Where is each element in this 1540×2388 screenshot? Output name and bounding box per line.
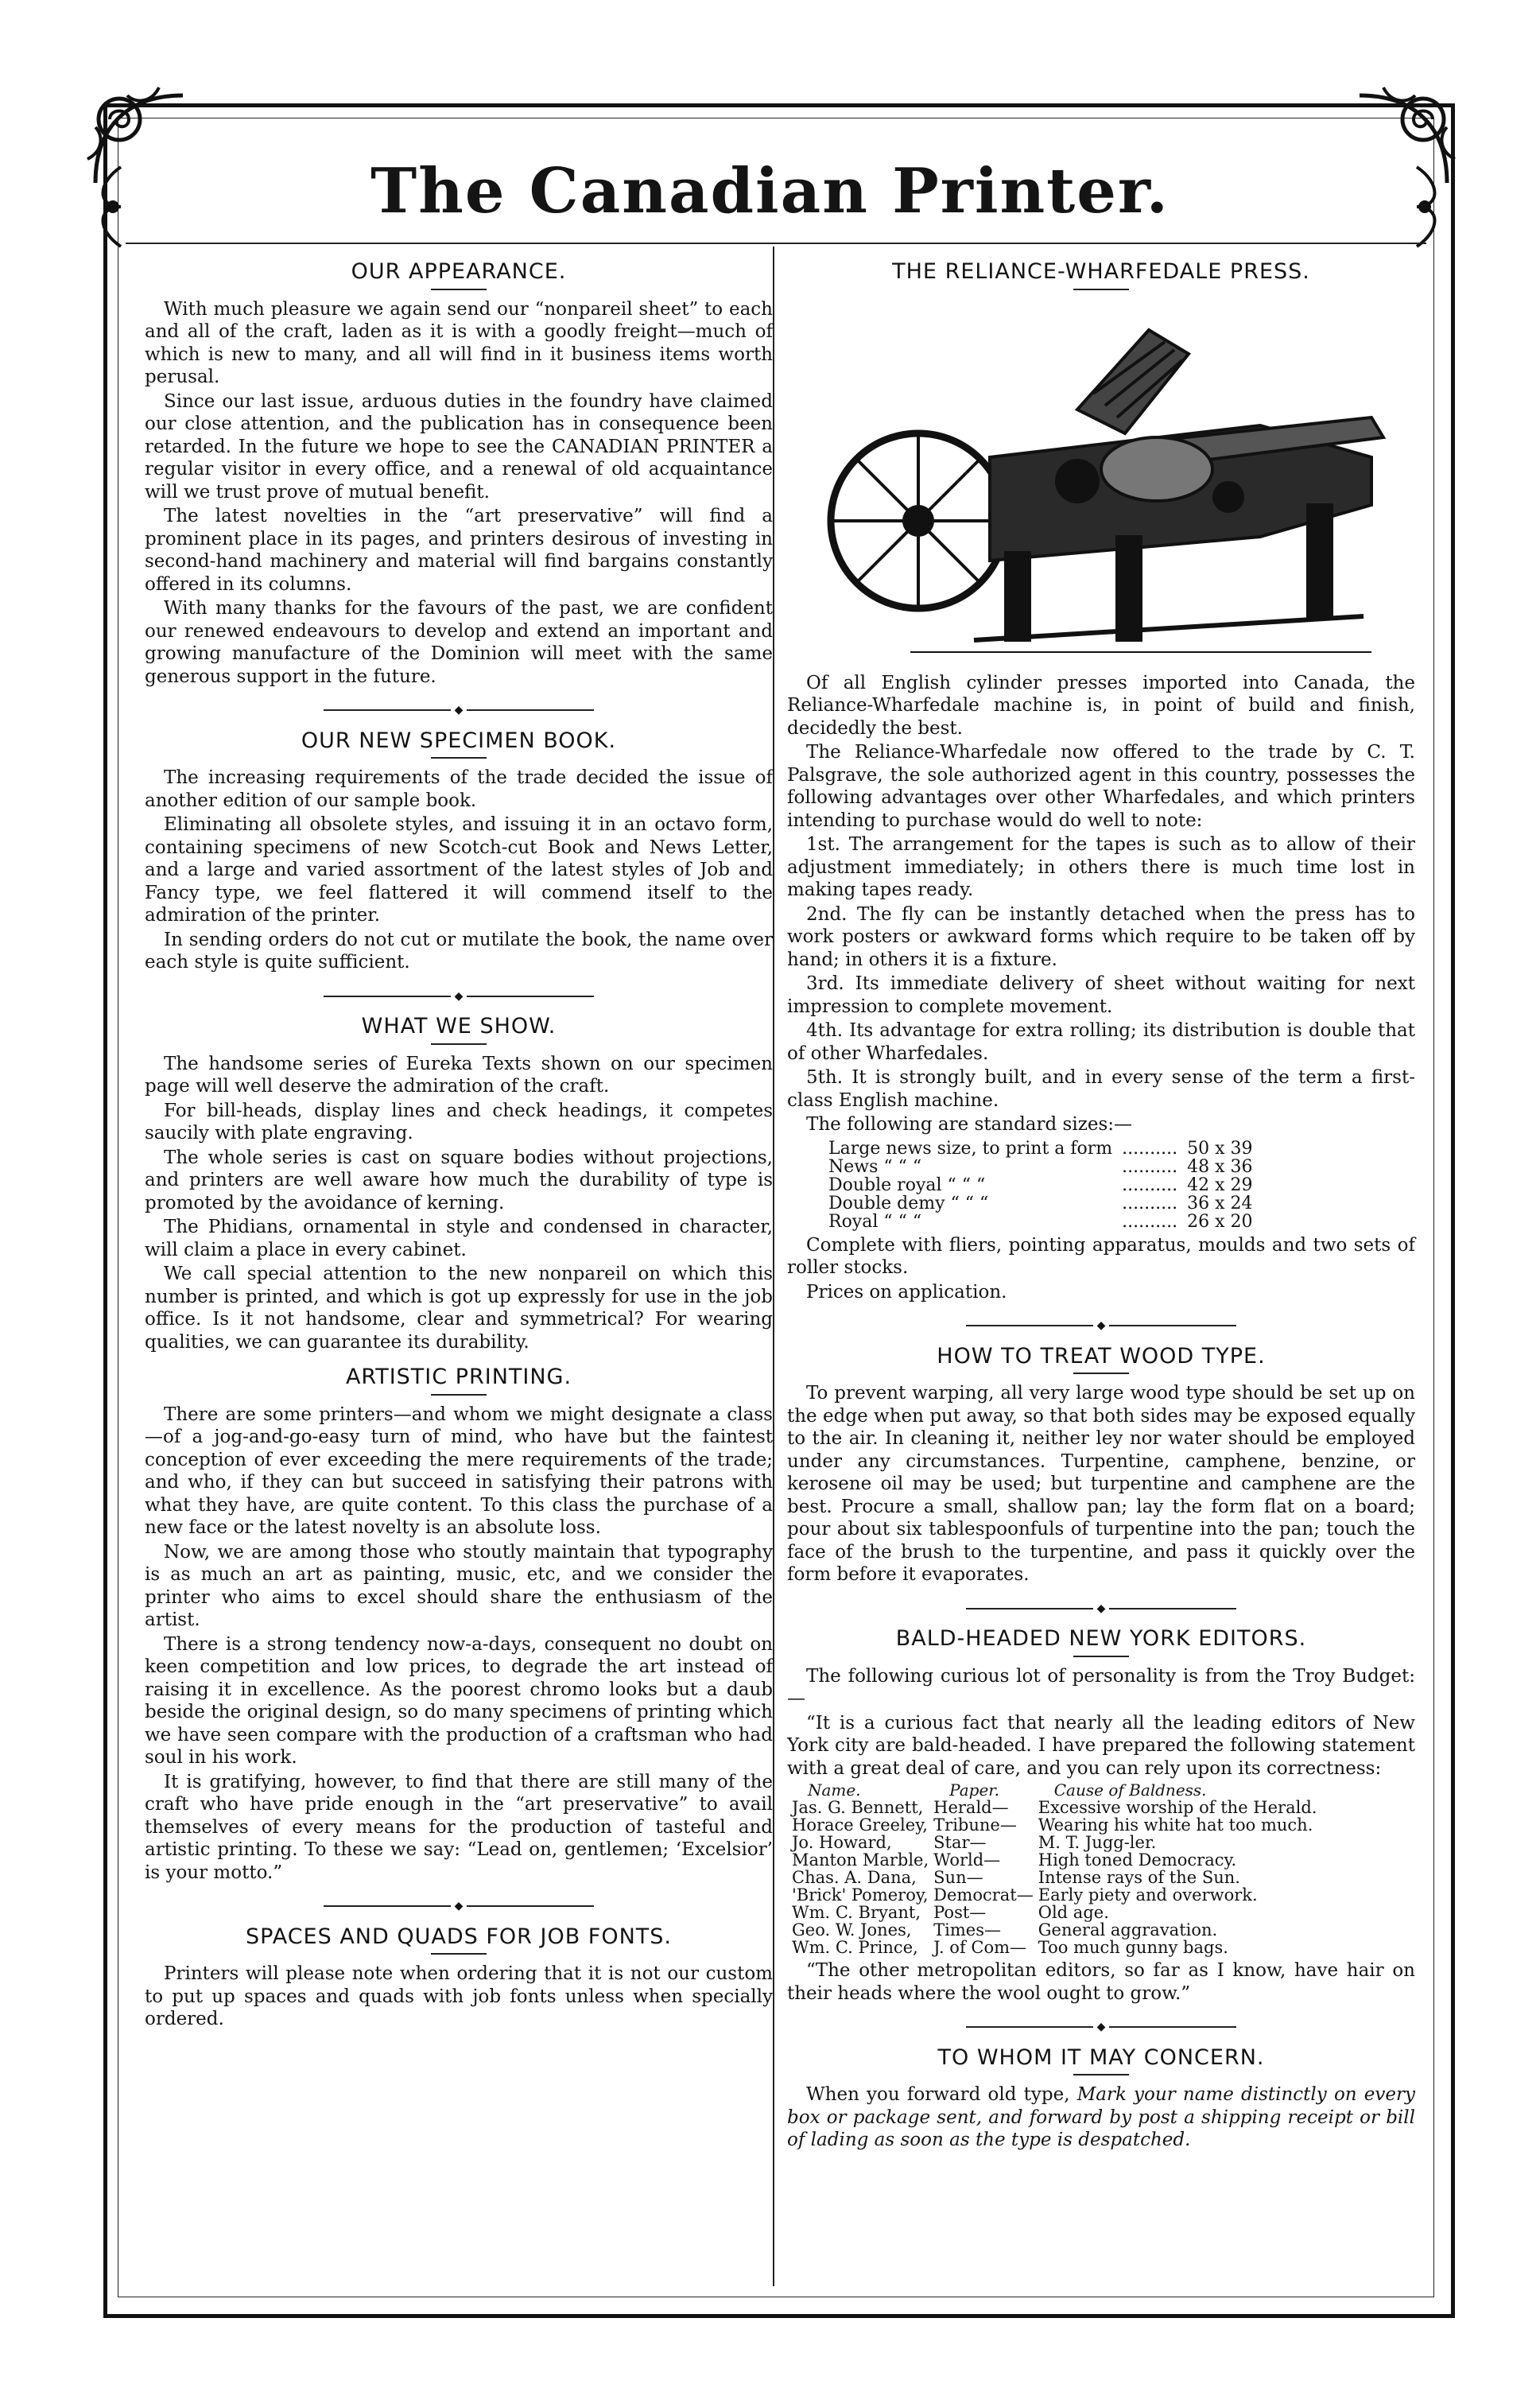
- editor-paper: Times—: [933, 1920, 1001, 1940]
- table-row: [824, 1194, 1257, 1213]
- notice-emphasis: Mark your name distinctly on every box or package sent, and forward by post a shipping receipt or bill of lading as soon as the type is despatched.: [787, 2084, 1415, 2150]
- article-title: THE RELIANCE-WHARFEDALE PRESS.: [892, 259, 1310, 284]
- paragraph: Eliminating all obsolete styles, and issuing it in an octavo form, containing specimens of new Scotch-cut Book and News Letter, and a large and varied assortment of the latest styles of Job and Fancy type, we feel flattered it will commend itself to the admiration of the printer.: [145, 814, 773, 926]
- article-title: WHAT WE SHOW.: [361, 1014, 557, 1039]
- paragraph: The increasing requirements of the trade decided the issue of another edition of our sample book.: [145, 767, 773, 811]
- article-title: TO WHOM IT MAY CONCERN.: [937, 2044, 1265, 2070]
- table-row: [824, 1158, 1257, 1176]
- paragraph: To prevent warping, all very large wood type should be set up on the edge when put away, so that both sides may be exposed equally to the air. In cleaning it, neither ley nor water should be employed under any circumstances. Turpentine, camphene, benzine, or kerosene oil may be used; but turpentine and camphene are the best. Procure a small, shallow pan; lay the form flat on a board; pour about six tablespoonfuls of turpentine into the pan; touch the face of the brush to the turpentine, and pass it quickly over the form before it evaporates.: [787, 1383, 1415, 1585]
- title-rule: [431, 757, 487, 759]
- article-title: BALD-HEADED NEW YORK EDITORS.: [895, 1626, 1307, 1651]
- size-name: Large news size, to print a form: [828, 1138, 1113, 1159]
- editor-paper: J. of Com—: [933, 1938, 1027, 1957]
- list-item: 1st. The arrangement for the tapes is such as to allow of their adjustment immediately; in others there is much time lost in making tapes ready.: [787, 834, 1415, 900]
- right-column: [787, 253, 1415, 2153]
- paragraph: The latest novelties in the “art preservative” will find a prominent place in its pages, and printers desirous of investing in second-hand machinery and material will find bargains constantly offered in its columns.: [145, 506, 773, 595]
- table-row: [792, 1939, 1321, 1956]
- table-row: [792, 1886, 1321, 1904]
- list-item: 2nd. The fly can be instantly detached when the press has to work posters or awkward forms which require to be taken off by hand; in others it is a fixture.: [787, 903, 1415, 970]
- paragraph: There are some printers—and whom we might designate a class—of a jog-and-go-easy turn of mind, who have but the faintest conception of ever exceeding the mere requirements of the trade; and who, if they can but succeed in satisfying their patrons with what they have, are quite content. To this class the purchase of a new face or the latest novelty is an absolute loss.: [145, 1404, 773, 1538]
- editor-name: Chas. A. Dana,: [792, 1868, 917, 1887]
- size-value: 26 x 20: [1187, 1211, 1253, 1232]
- title-rule: [1073, 2074, 1129, 2075]
- editor-paper: Tribune—: [933, 1815, 1017, 1835]
- paragraph: With much pleasure we again send our “nonpareil sheet” to each and all of the craft, laden as it is with a goodly freight—much of which is new to many, and all will find in it business items worth perusal.: [145, 298, 773, 387]
- paragraph: There is a strong tendency now-a-days, consequent no doubt on keen competition and low prices, to degrade the art instead of raising it in excellence. As the poorest chromo looks but a daub beside the original design, so do many specimens of printing which we have seen compare with the production of a craftsman who had soul in his work.: [145, 1633, 773, 1768]
- table-row: [824, 1140, 1257, 1158]
- table-row: [792, 1869, 1321, 1886]
- leader-dots: ..........: [1122, 1193, 1178, 1213]
- editor-cause: Too much gunny bags.: [1038, 1938, 1228, 1957]
- paragraph: It is gratifying, however, to find that there are still many of the craft who have pride enough in the “art preservative” to avail themselves of every means for the production of tasteful and artistic printing. To these we say: “Lead on, gentlemen; ‘Excelsior’ is your motto.”: [145, 1771, 773, 1883]
- leader-dots: ..........: [1122, 1211, 1178, 1232]
- paragraph: [787, 2083, 1415, 2152]
- editor-paper: Herald—: [933, 1798, 1009, 1817]
- table-row: [824, 1176, 1257, 1194]
- paragraph: “The other metropolitan editors, so far as I know, have hair on their heads where the wool ought to grow.”: [787, 1960, 1415, 2004]
- editor-cause: Old age.: [1038, 1903, 1109, 1922]
- table-row: [792, 1816, 1321, 1834]
- section-separator: ◆: [787, 2016, 1415, 2039]
- editor-paper: Star—: [933, 1833, 987, 1852]
- section-separator: ◆: [145, 985, 773, 1008]
- section-separator: ◆: [145, 1895, 773, 1918]
- editor-name: Jas. G. Bennett,: [792, 1798, 924, 1817]
- table-row: [792, 1799, 1321, 1816]
- column-header-paper: Paper.: [949, 1780, 999, 1800]
- paragraph: The following are standard sizes:—: [806, 1114, 1132, 1135]
- list-item: 4th. Its advantage for extra rolling; its distribution is double that of other Wharfedales.: [787, 1020, 1415, 1064]
- editor-name: 'Brick' Pomeroy,: [792, 1885, 929, 1905]
- printing-press-illustration: [815, 298, 1387, 664]
- paragraph: The Phidians, ornamental in style and condensed in character, will claim a place in every cabinet.: [145, 1217, 773, 1260]
- editor-cause: Wearing his white hat too much.: [1038, 1815, 1313, 1835]
- paragraph: The handsome series of Eureka Texts shown on our specimen page will well deserve the admiration of the craft.: [145, 1053, 773, 1097]
- list-item: 3rd. Its immediate delivery of sheet without waiting for next impression to complete movement.: [787, 973, 1415, 1017]
- title-rule: [1073, 289, 1129, 290]
- paragraph: Complete with fliers, pointing apparatus, moulds and two sets of roller stocks.: [787, 1234, 1415, 1278]
- article-title: SPACES AND QUADS FOR JOB FONTS.: [246, 1924, 672, 1949]
- column-header-cause: Cause of Baldness.: [1053, 1780, 1207, 1800]
- article-title: OUR APPEARANCE.: [351, 259, 567, 284]
- editor-paper: Democrat—: [933, 1885, 1034, 1905]
- editor-cause: Intense rays of the Sun.: [1038, 1868, 1240, 1887]
- table-row: [792, 1921, 1321, 1939]
- title-rule: [1073, 1656, 1129, 1657]
- size-name: Double demy “ “ “: [828, 1193, 989, 1213]
- title-rule: [431, 289, 487, 290]
- table-row: [792, 1834, 1321, 1851]
- paragraph: Of all English cylinder presses imported into Canada, the Reliance-Wharfedale machine is, in point of build and finish, decidedly the best.: [787, 672, 1415, 739]
- editor-name: Jo. Howard,: [792, 1833, 892, 1852]
- article-title: ARTISTIC PRINTING.: [345, 1365, 572, 1389]
- size-name: News “ “ “: [828, 1156, 922, 1177]
- paragraph: In sending orders do not cut or mutilate the book, the name over each style is quite sufficient.: [145, 929, 773, 973]
- notice-text: When you forward old type,: [806, 2084, 1077, 2105]
- size-value: 42 x 29: [1187, 1175, 1253, 1195]
- editor-cause: M. T. Jugg-ler.: [1038, 1833, 1157, 1852]
- editor-cause: High toned Democracy.: [1038, 1850, 1237, 1870]
- size-value: 50 x 39: [1187, 1138, 1253, 1159]
- leader-dots: ..........: [1122, 1175, 1178, 1195]
- editor-cause: Excessive worship of the Herald.: [1038, 1798, 1317, 1817]
- size-value: 36 x 24: [1187, 1193, 1253, 1213]
- paragraph: “It is a curious fact that nearly all the leading editors of New York city are bald-headed. I have prepared the following statement with a great deal of care, and you can rely upon its correctness:: [787, 1712, 1415, 1779]
- section-separator: ◆: [787, 1598, 1415, 1621]
- title-rule: [431, 1043, 487, 1045]
- table-row: [792, 1851, 1321, 1869]
- size-value: 48 x 36: [1187, 1156, 1253, 1177]
- editor-paper: Sun—: [933, 1868, 983, 1887]
- paragraph: The whole series is cast on square bodies without projections, and printers are well aware how much the durability of type is promoted by the avoidance of kerning.: [145, 1147, 773, 1213]
- section-separator: ◆: [787, 1314, 1415, 1338]
- size-name: Double royal “ “ “: [828, 1175, 986, 1195]
- editor-name: Wm. C. Bryant,: [792, 1903, 921, 1922]
- paragraph: Printers will please note when ordering that it is not our custom to put up spaces and quads with job fonts unless when specially ordered.: [145, 1963, 773, 2029]
- column-divider: [773, 247, 774, 2286]
- paragraph: We call special attention to the new nonpareil on which this number is printed, and which is got up expressly for use in the job office. Is it not handsome, clear and symmetrical? For wearing qualities, we can guarantee its durability.: [145, 1264, 773, 1353]
- column-header-name: Name.: [808, 1780, 861, 1800]
- editor-name: Wm. C. Prince,: [792, 1938, 918, 1957]
- editor-name: Horace Greeley,: [792, 1815, 928, 1835]
- masthead: The Canadian Printer.: [370, 155, 1170, 227]
- editor-paper: World—: [933, 1850, 1001, 1870]
- section-separator: ◆: [145, 699, 773, 722]
- list-item: 5th. It is strongly built, and in every sense of the term a first-class English machine.: [787, 1067, 1415, 1111]
- leader-dots: ..........: [1122, 1138, 1178, 1159]
- editors-table: [792, 1781, 1321, 1956]
- paragraph: For bill-heads, display lines and check headings, it competes saucily with plate engraving.: [145, 1100, 773, 1144]
- paragraph: With many thanks for the favours of the past, we are confident our renewed endeavours to develop and extend an important and growing manufacture of the Dominion will meet with the same generous support in the future.: [145, 598, 773, 687]
- editor-paper: Post—: [933, 1903, 987, 1922]
- paragraph: Since our last issue, arduous duties in the foundry have claimed our close attention, and the publication has in consequence been retarded. In the future we hope to see the CANADIAN PRINTER a regular visitor in every office, and a renewal of old acquaintance will we trust prove of mutual benefit.: [145, 390, 773, 503]
- editor-cause: Early piety and overwork.: [1038, 1885, 1258, 1905]
- table-row: [792, 1904, 1321, 1921]
- editor-cause: General aggravation.: [1038, 1920, 1218, 1940]
- leader-dots: ..........: [1122, 1156, 1178, 1177]
- masthead-rule: [126, 243, 1426, 244]
- title-rule: [1073, 1373, 1129, 1374]
- paragraph: The Reliance-Wharfedale now offered to the trade by C. T. Palsgrave, the sole authorized agent in this country, possesses the following advantages over other Wharfedales, and which printers intending to purchase would do well to note:: [787, 742, 1415, 831]
- table-header: [792, 1781, 1321, 1799]
- left-column: [145, 253, 773, 2033]
- paragraph: The following curious lot of personality is from the Troy Budget:—: [787, 1665, 1415, 1709]
- sizes-table: [824, 1140, 1257, 1231]
- size-name: Royal “ “ “: [828, 1211, 922, 1232]
- paragraph: Prices on application.: [806, 1281, 1007, 1303]
- article-title: OUR NEW SPECIMEN BOOK.: [301, 728, 617, 753]
- article-title: HOW TO TREAT WOOD TYPE.: [937, 1343, 1266, 1369]
- editor-name: Manton Marble,: [792, 1850, 929, 1870]
- title-rule: [431, 1953, 487, 1955]
- editor-name: Geo. W. Jones,: [792, 1920, 912, 1940]
- title-rule: [431, 1394, 487, 1396]
- table-row: [824, 1213, 1257, 1231]
- paragraph: Now, we are among those who stoutly maintain that typography is as much an art as painting, music, etc, and we consider the printer who aims to excel should share the enthusiasm of the artist.: [145, 1541, 773, 1630]
